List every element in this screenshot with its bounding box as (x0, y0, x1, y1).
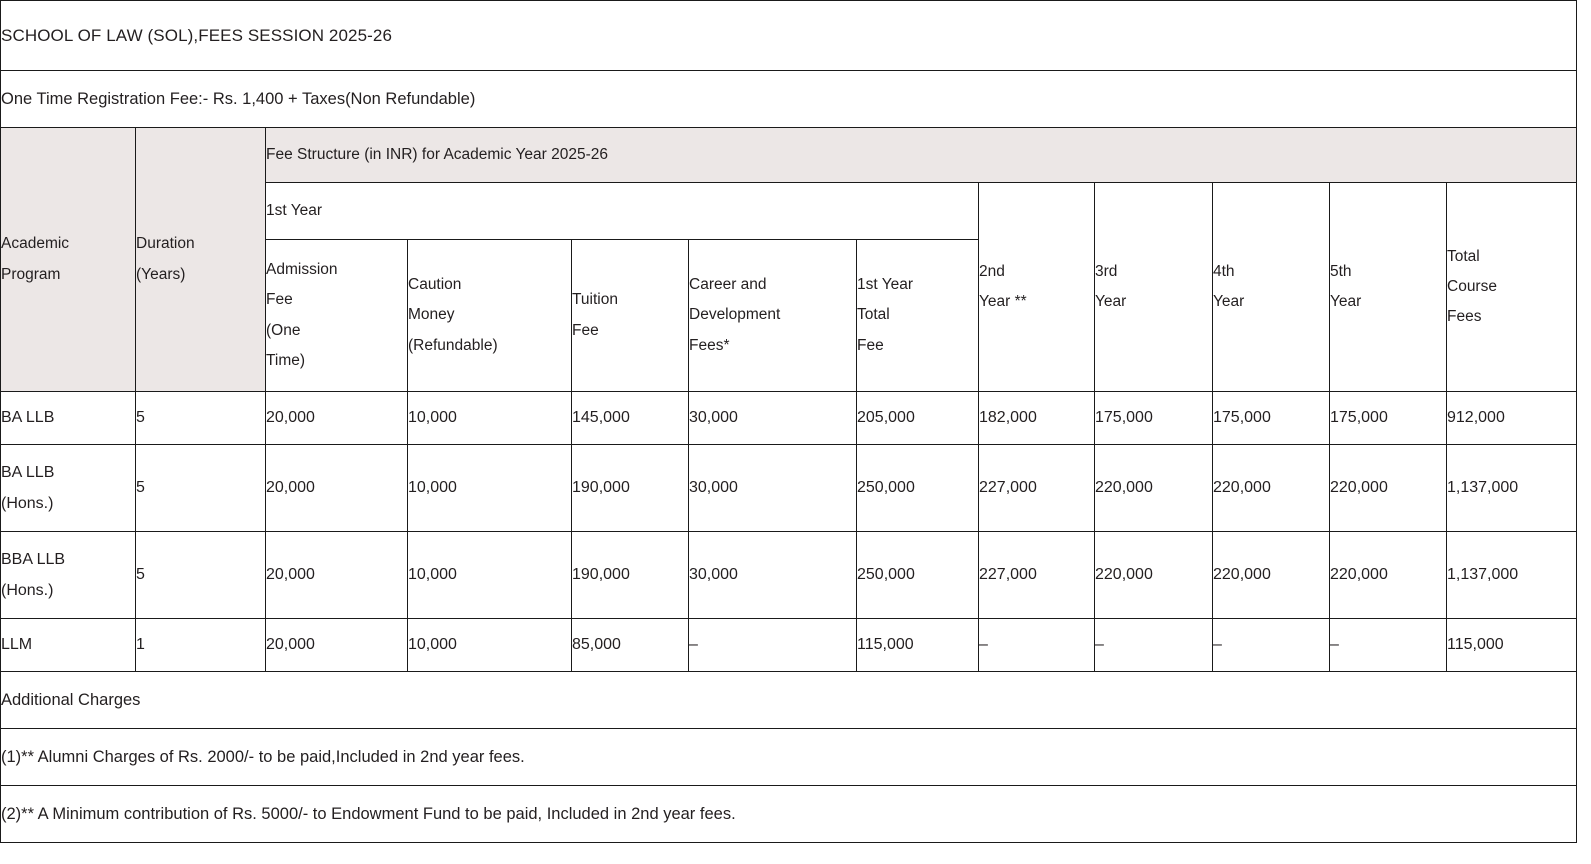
career-dev-label-line2: Development (689, 306, 781, 324)
admission-fee-label-line4: Time) (266, 351, 306, 369)
column-header-fourth-year (1213, 183, 1330, 392)
program-line1: LLM (1, 636, 33, 654)
cell-tuition-fee: 190,000 (572, 532, 689, 619)
fifth-year-label-line2: Year (1330, 293, 1362, 310)
cell-career-development: 30,000 (689, 392, 857, 445)
cell-admission-fee: 20,000 (266, 532, 408, 619)
cell-total-course-fees: 912,000 (1447, 392, 1577, 445)
registration-fee-row (1, 71, 1577, 128)
caution-money-label-line1: Caution (408, 276, 462, 294)
title-row (1, 1, 1577, 71)
cell-fourth-year: 220,000 (1213, 532, 1330, 619)
cell-second-year: 227,000 (979, 445, 1095, 532)
cell-caution-money: 10,000 (408, 532, 572, 619)
career-dev-label-line3: Fees* (689, 336, 730, 354)
cell-program (1, 532, 136, 619)
cell-caution-money: 10,000 (408, 445, 572, 532)
cell-program (1, 619, 136, 672)
fourth-year-label-line2: Year (1213, 293, 1245, 310)
first-year-group-label: 1st Year (266, 183, 979, 240)
cell-duration: 5 (136, 445, 266, 532)
third-year-label-line2: Year (1095, 293, 1127, 310)
admission-fee-label-line3: (One (266, 321, 301, 339)
additional-charge-note-2: (2)** A Minimum contribution of Rs. 5000/- to Endowment Fund to be paid, Included in 2nd year fees. (1, 786, 1577, 843)
cell-admission-fee: 20,000 (266, 392, 408, 445)
duration-label-line2: (Years) (136, 265, 186, 283)
fourth-year-label-line1: 4th (1213, 262, 1235, 280)
program-line1: BA LLB (1, 409, 55, 427)
note-row (1, 729, 1577, 786)
column-header-third-year (1095, 183, 1213, 392)
total-course-label-line2: Course (1447, 277, 1497, 295)
column-header-fifth-year (1330, 183, 1447, 392)
career-dev-label-line1: Career and (689, 276, 767, 294)
cell-fourth-year: 175,000 (1213, 392, 1330, 445)
cell-admission-fee: 20,000 (266, 445, 408, 532)
header-banner-row (1, 128, 1577, 183)
program-line2: (Hons.) (1, 582, 54, 599)
cell-total-course-fees: 115,000 (1447, 619, 1577, 672)
cell-admission-fee: 20,000 (266, 619, 408, 672)
cell-career-development: 30,000 (689, 445, 857, 532)
note-row (1, 786, 1577, 843)
column-header-total-course-fees (1447, 183, 1577, 392)
column-header-first-year-total-fee (857, 240, 979, 392)
academic-program-label-line1: Academic (1, 235, 70, 253)
additional-charges-heading-row (1, 672, 1577, 729)
cell-total-course-fees: 1,137,000 (1447, 532, 1577, 619)
total-course-label-line1: Total (1447, 247, 1480, 265)
cell-career-development: – (689, 619, 857, 672)
cell-third-year: 220,000 (1095, 532, 1213, 619)
program-line1: BA LLB (1, 463, 55, 481)
registration-fee-note: One Time Registration Fee:- Rs. 1,400 + Taxes(Non Refundable) (1, 71, 1577, 128)
cell-third-year: – (1095, 619, 1213, 672)
admission-fee-label-line2: Fee (266, 291, 293, 309)
cell-tuition-fee: 190,000 (572, 445, 689, 532)
first-year-total-label-line2: Total (857, 306, 890, 324)
fee-structure-banner: Fee Structure (in INR) for Academic Year 2025-26 (266, 128, 1577, 183)
second-year-label-line1: 2nd (979, 262, 1005, 280)
cell-caution-money: 10,000 (408, 619, 572, 672)
column-header-academic-program (1, 128, 136, 392)
column-header-admission-fee (266, 240, 408, 392)
tuition-fee-label-line2: Fee (572, 321, 599, 339)
academic-program-label-line2: Program (1, 265, 61, 283)
table-row (1, 392, 1577, 445)
additional-charge-note-1: (1)** Alumni Charges of Rs. 2000/- to be paid,Included in 2nd year fees. (1, 729, 1577, 786)
second-year-label-line2: Year ** (979, 293, 1027, 310)
cell-caution-money: 10,000 (408, 392, 572, 445)
cell-program (1, 445, 136, 532)
column-header-caution-money (408, 240, 572, 392)
table-row (1, 445, 1577, 532)
cell-fifth-year: – (1330, 619, 1447, 672)
cell-program (1, 392, 136, 445)
column-header-career-development-fees (689, 240, 857, 392)
cell-fourth-year: 220,000 (1213, 445, 1330, 532)
table-row (1, 619, 1577, 672)
program-line1: BBA LLB (1, 550, 66, 568)
caution-money-label-line3: (Refundable) (408, 336, 498, 354)
total-course-label-line3: Fees (1447, 308, 1482, 326)
first-year-total-label-line3: Fee (857, 336, 884, 354)
additional-charges-heading: Additional Charges (1, 672, 1577, 729)
cell-fourth-year: – (1213, 619, 1330, 672)
cell-fifth-year: 220,000 (1330, 445, 1447, 532)
cell-second-year: 182,000 (979, 392, 1095, 445)
cell-tuition-fee: 85,000 (572, 619, 689, 672)
cell-first-year-total: 250,000 (857, 445, 979, 532)
cell-fifth-year: 220,000 (1330, 532, 1447, 619)
cell-duration: 5 (136, 392, 266, 445)
cell-first-year-total: 115,000 (857, 619, 979, 672)
cell-duration: 1 (136, 619, 266, 672)
duration-label-line1: Duration (136, 235, 195, 253)
table-row (1, 532, 1577, 619)
cell-first-year-total: 250,000 (857, 532, 979, 619)
cell-third-year: 175,000 (1095, 392, 1213, 445)
cell-second-year: 227,000 (979, 532, 1095, 619)
program-line2: (Hons.) (1, 495, 54, 512)
tuition-fee-label-line1: Tuition (572, 291, 618, 309)
cell-tuition-fee: 145,000 (572, 392, 689, 445)
cell-third-year: 220,000 (1095, 445, 1213, 532)
admission-fee-label-line1: Admission (266, 261, 338, 279)
cell-total-course-fees: 1,137,000 (1447, 445, 1577, 532)
third-year-label-line1: 3rd (1095, 262, 1118, 280)
cell-career-development: 30,000 (689, 532, 857, 619)
cell-second-year: – (979, 619, 1095, 672)
column-header-second-year (979, 183, 1095, 392)
document-title: SCHOOL OF LAW (SOL),FEES SESSION 2025-26 (1, 1, 1577, 71)
fifth-year-label-line1: 5th (1330, 262, 1352, 280)
cell-first-year-total: 205,000 (857, 392, 979, 445)
column-header-duration (136, 128, 266, 392)
caution-money-label-line2: Money (408, 306, 455, 324)
cell-fifth-year: 175,000 (1330, 392, 1447, 445)
first-year-total-label-line1: 1st Year (857, 276, 914, 294)
column-header-tuition-fee (572, 240, 689, 392)
cell-duration: 5 (136, 532, 266, 619)
